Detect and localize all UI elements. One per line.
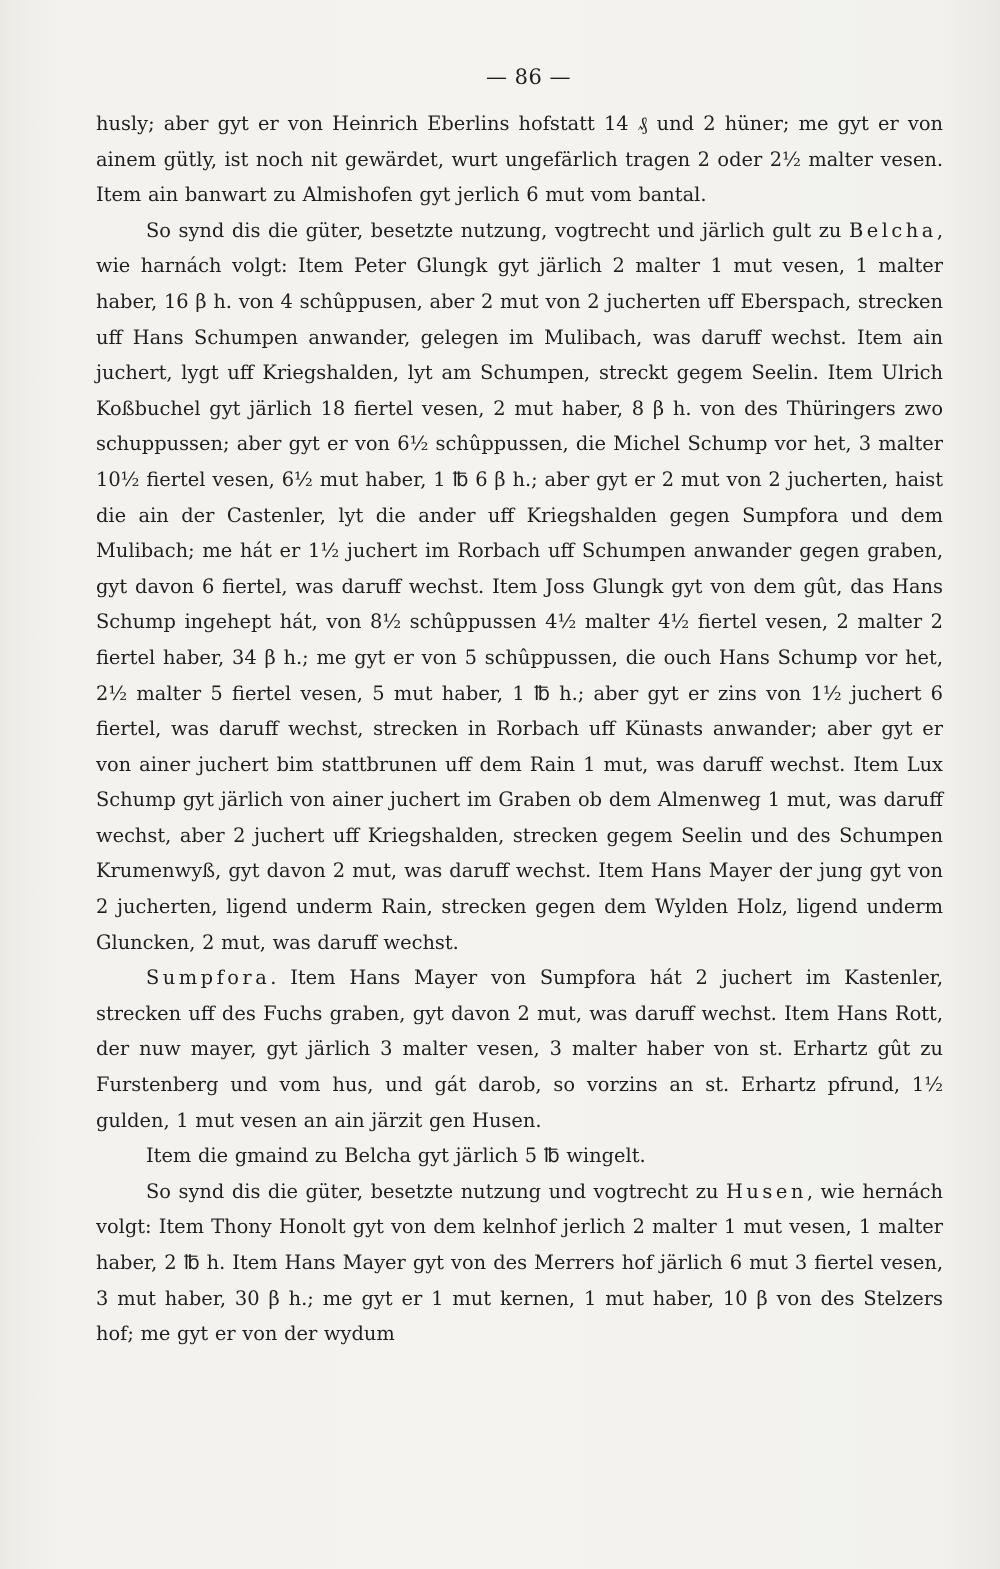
paragraph-5 <box>96 1174 943 1352</box>
paragraph-5-text-start: So synd dis die güter, besetzte nutzung und vogtrecht zu <box>146 1179 727 1203</box>
place-name-belcha: Belcha <box>848 218 937 242</box>
paragraph-3 <box>96 960 943 1138</box>
paragraph-2 <box>96 213 943 960</box>
paragraph-4 <box>96 1138 943 1174</box>
place-name-husen: Husen <box>726 1179 807 1203</box>
page-number: — 86 — <box>485 65 572 89</box>
body-text <box>96 106 943 1352</box>
paragraph-2-text-start: So synd dis die güter, besetzte nutzung, vogtrecht und järlich gult zu <box>146 218 849 242</box>
paragraph-2-text-rest: , wie harnách volgt: Item Peter Glungk gyt järlich 2 malter 1 mut vesen, 1 malter haber, 16 β h. von 4 schûppusen, aber 2 mut von 2 jucherten uff Eberspach, strecken uff Hans Schumpen anwander, gelegen im Mulibach, was daruff wechst. Item ain juchert, lygt uff Kriegshalden, lyt am Schumpen, streckt gegem Seelin. Item Ulrich Koßbuchel gyt järlich 18 fiertel vesen, 2 mut haber, 8 β h. von des Thüringers zwo schuppussen; aber gyt er von 6½ schûppussen, die Michel Schump vor het, 3 malter 10½ fiertel vesen, 6½ mut haber, 1 ℔ 6 β h.; aber gyt er 2 mut von 2 jucherten, haist die ain der Castenler, lyt die ander uff Kriegshalden gegen Sumpfora und dem Mulibach; me hát er 1½ juchert im Rorbach uff Schumpen anwander gegen graben, gyt davon 6 fiertel, was daruff wechst. Item Joss Glungk gyt von dem gût, das Hans Schump ingehept hát, von 8½ schûppussen 4½ malter 4½ fiertel vesen, 2 malter 2 fiertel haber, 34 β h.; me gyt er von 5 schûppussen, die ouch Hans Schump vor het, 2½ malter 5 fiertel vesen, 5 mut haber, 1 ℔ h.; aber gyt er zins von 1½ juchert 6 fiertel, was daruff wechst, strecken in Rorbach uff Künasts anwander; aber gyt er von ainer juchert bim stattbrunen uff dem Rain 1 mut, was daruff wechst. Item Lux Schump gyt järlich von ainer juchert im Graben ob dem Almenweg 1 mut, was daruff wechst, aber 2 juchert uff Kriegshalden, strecken gegem Seelin und des Schumpen Krumenwyß, gyt davon 2 mut, was daruff wechst. Item Hans Mayer der jung gyt von 2 jucherten, ligend underm Rain, strecken gegen dem Wylden Holz, ligend underm Gluncken, 2 mut, was daruff wechst. <box>96 218 943 954</box>
paragraph-1-text: husly; aber gyt er von Heinrich Eberlins hofstatt 14 ₰ und 2 hüner; me gyt er von ainem gütly, ist noch nit gewärdet, wurt ungefärlich tragen 2 oder 2½ malter vesen. Item ain banwart zu Almishofen gyt jerlich 6 mut vom bantal. <box>96 112 943 207</box>
place-name-sumpfora: Sumpfora <box>146 966 271 990</box>
paragraph-3-text: . Item Hans Mayer von Sumpfora hát 2 juchert im Kastenler, strecken uff des Fuchs graben, gyt davon 2 mut, was daruff wechst. Item Hans Rott, der nuw mayer, gyt järlich 3 malter vesen, 3 malter haber von st. Erhartz gût zu Furstenberg und vom hus, und gát darob, so vorzins an st. Erhartz pfrund, 1½ gulden, 1 mut vesen an ain järzit gen Husen. <box>96 966 943 1132</box>
paragraph-1 <box>96 106 943 213</box>
paragraph-4-text: Item die gmaind zu Belcha gyt järlich 5 ℔ wingelt. <box>146 1144 646 1168</box>
paragraph-5-text-rest: , wie hernách volgt: Item Thony Honolt gyt von dem kelnhof jerlich 2 malter 1 mut vesen, 1 malter haber, 2 ℔ h. Item Hans Mayer gyt von des Merrers hof järlich 6 mut 3 fiertel vesen, 3 mut haber, 30 β h.; me gyt er 1 mut kernen, 1 mut haber, 10 β von des Stelzers hof; me gyt er von der wydum <box>96 1179 943 1346</box>
